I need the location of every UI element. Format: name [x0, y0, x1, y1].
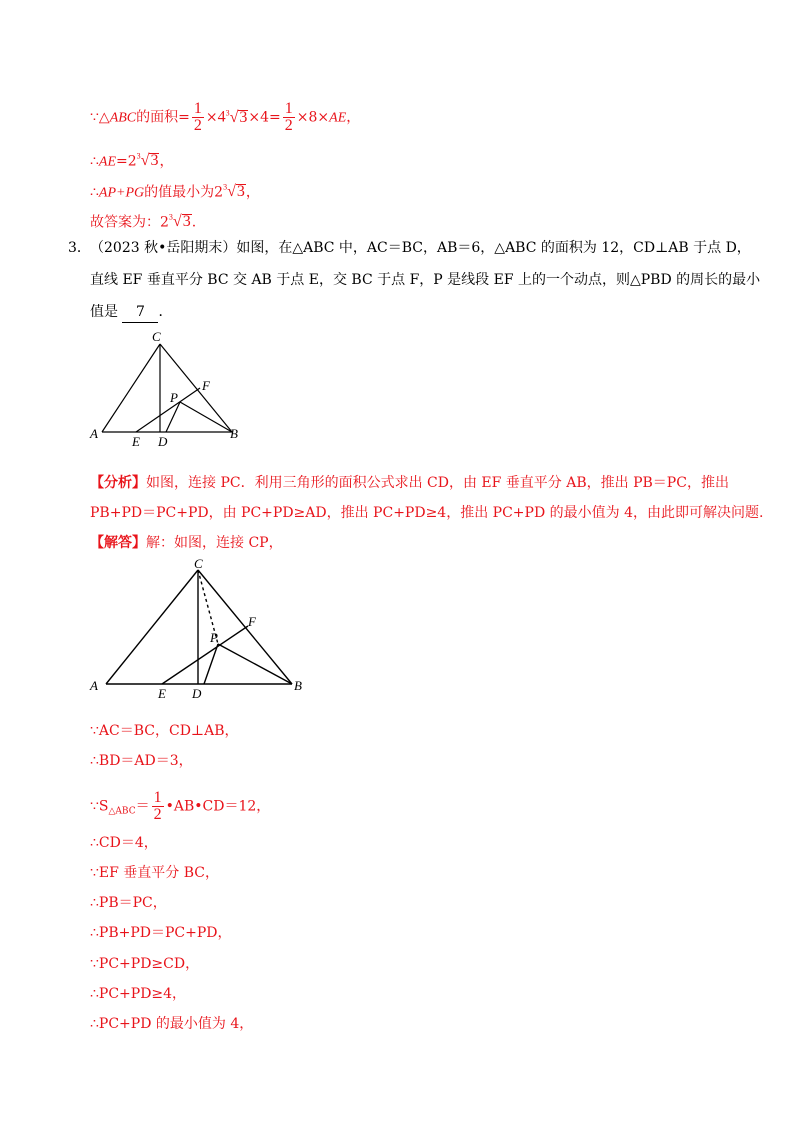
stem-text: 值是 — [90, 304, 118, 320]
problem-stem-line-3 — [90, 302, 172, 323]
label-e: E — [132, 434, 140, 448]
radical-index: 3 — [223, 183, 228, 192]
segment-pd — [204, 644, 218, 684]
comma: ， — [245, 184, 260, 201]
label-f: F — [248, 614, 256, 629]
radical: $^3$√3 — [136, 152, 159, 170]
segment-ac — [102, 344, 160, 432]
segment-ae: AE — [98, 154, 117, 170]
segment-ae: AE — [329, 110, 347, 126]
radical: $^3$√3 — [168, 213, 191, 231]
comma: ， — [159, 153, 174, 170]
segment-ef — [136, 388, 200, 432]
figure-2 — [88, 556, 318, 706]
end-expr: ×8× — [296, 109, 330, 126]
radical: $^3$√3 — [223, 183, 245, 201]
solution-intro-text: 解：如图，连接 CP， — [146, 535, 283, 551]
segment-ef — [162, 626, 248, 684]
problem-number: 3． — [68, 240, 91, 256]
label-b: B — [294, 678, 302, 693]
solution-step-3 — [90, 790, 270, 823]
solution-step-1: ∵AC＝BC，CD⊥AB， — [90, 723, 239, 739]
triangle-symbol: △ — [98, 109, 110, 126]
solution-step-2: ∴BD＝AD＝3， — [90, 753, 193, 769]
segment-pb — [218, 644, 292, 684]
segment-bc — [160, 344, 232, 432]
prev-line-4 — [90, 208, 196, 232]
label-a: A — [90, 426, 98, 441]
expression: AP+PG — [98, 185, 145, 201]
radical-index: 3 — [168, 213, 173, 222]
solution-step-9: ∴PC+PD≥4， — [90, 986, 187, 1002]
label-p: P — [210, 630, 218, 645]
min-text: 的值最小为2 — [144, 184, 224, 201]
fraction-half — [192, 101, 204, 134]
problem-stem-line-2: 直线 EF 垂直平分 BC 交 AB 于点 E，交 BC 于点 F，P 是线段 EF 上的一个动点，则△PBD 的周长的最小 — [90, 272, 761, 288]
label-d: D — [158, 434, 168, 448]
analysis-tag: 【分析】 — [90, 475, 146, 491]
label-b: B — [230, 426, 238, 441]
area-expr: •AB•CD＝12， — [165, 798, 271, 815]
area-symbol: ∵S — [90, 798, 109, 815]
analysis-line-2: PB+PD＝PC+PD，由 PC+PD≥AD，推出 PC+PD≥4，推出 PC+PD 的最小值为 4，由此即可解决问题. — [90, 505, 764, 521]
fraction-half-2 — [283, 101, 295, 134]
radical-index: 3 — [225, 108, 230, 118]
denominator: 2 — [153, 806, 162, 823]
area-subscript: △ABC — [108, 806, 136, 817]
solution-step-6: ∴PB＝PC， — [90, 895, 167, 911]
label-c: C — [194, 556, 203, 571]
middle-expr: ×4= — [248, 109, 281, 126]
label-f: F — [202, 378, 210, 393]
solution-step-5: ∵EF 垂直平分 BC， — [90, 865, 220, 881]
period: ． — [158, 304, 173, 320]
segment-pb — [180, 402, 232, 432]
radicand: 3 — [182, 213, 191, 231]
numerator: 1 — [193, 100, 202, 117]
radicand: 3 — [150, 152, 159, 170]
prev-line-3 — [90, 178, 260, 203]
answer-text: 故答案为：2 — [90, 214, 169, 231]
times-sign: × — [205, 109, 218, 126]
solution-intro — [90, 533, 283, 553]
denominator: 2 — [193, 117, 202, 134]
radical-index: 3 — [136, 152, 141, 161]
radicand: 3 — [236, 183, 245, 201]
prev-line-1 — [90, 101, 360, 134]
answer-blank: 7 — [122, 302, 158, 323]
segment-bc — [198, 570, 292, 684]
comma: ， — [346, 109, 361, 126]
coefficient: 4 — [217, 108, 226, 126]
solution-step-8: ∵PC+PD≥CD， — [90, 956, 200, 972]
solution-step-4: ∴CD＝4， — [90, 835, 158, 851]
area-text: 的面积= — [136, 109, 190, 126]
radicand: 3 — [239, 108, 248, 126]
figure-1 — [88, 328, 258, 448]
numerator: 1 — [153, 789, 162, 806]
solution-step-7: ∴PB+PD＝PC+PD， — [90, 925, 232, 941]
segment-ac — [106, 570, 198, 684]
radical: $^3$√3 — [225, 108, 248, 126]
equals: ＝ — [135, 798, 150, 815]
analysis-line-1 — [90, 473, 729, 493]
period: . — [191, 214, 197, 231]
analysis-text-1: 如图，连接 PC．利用三角形的面积公式求出 CD，由 EF 垂直平分 AB，推出 PB＝PC，推出 — [146, 475, 729, 491]
solution-step-10: ∴PC+PD 的最小值为 4， — [90, 1016, 254, 1032]
equals-text: =2 — [116, 153, 137, 170]
therefore-symbol: ∴ — [90, 184, 99, 201]
denominator: 2 — [284, 117, 293, 134]
triangle-name: ABC — [109, 110, 137, 126]
label-a: A — [90, 678, 98, 693]
numerator: 1 — [284, 100, 293, 117]
since-symbol: ∵ — [90, 109, 99, 126]
problem-stem-line-1: （2023 秋•岳阳期末）如图，在△ABC 中，AC＝BC，AB＝6，△ABC 的面积为 12，CD⊥AB 于点 D， — [90, 240, 751, 256]
label-c: C — [152, 329, 161, 344]
label-d: D — [192, 686, 202, 701]
solution-tag: 【解答】 — [90, 535, 146, 551]
label-e: E — [158, 686, 166, 701]
label-p: P — [170, 390, 178, 405]
prev-line-2 — [90, 147, 173, 172]
therefore-symbol: ∴ — [90, 153, 99, 170]
fraction-half — [152, 790, 164, 823]
